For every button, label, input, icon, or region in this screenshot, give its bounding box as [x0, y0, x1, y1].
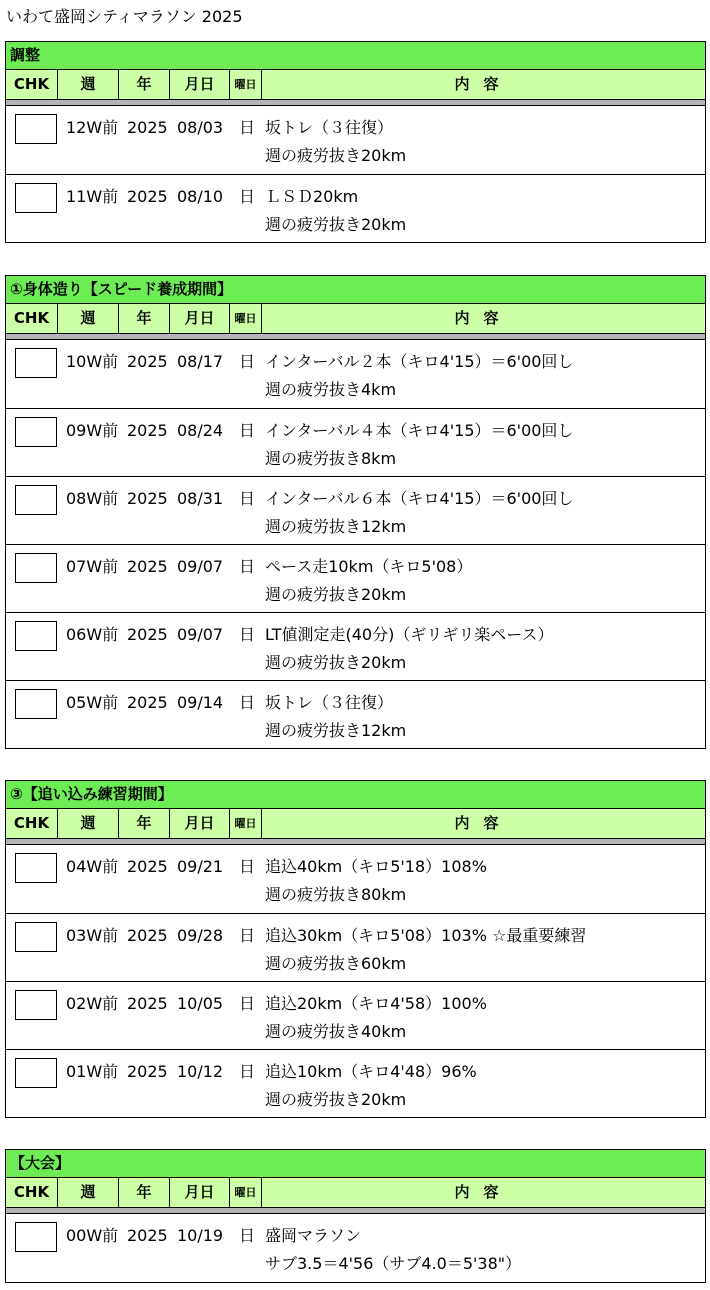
recovery-note: サブ3.5＝4'56（サブ4.0＝5'38"）	[265, 1254, 522, 1273]
col-dow-header: 曜日	[230, 1178, 262, 1207]
schedule-section	[5, 1149, 706, 1283]
schedule-row	[6, 1049, 705, 1117]
workout-description: ペース走10km（キロ5'08）	[265, 557, 473, 576]
recovery-note: 週の疲労抜き60km	[265, 954, 407, 973]
year-cell: 2025	[127, 857, 168, 876]
check-box[interactable]	[15, 922, 57, 952]
day-of-week-cell: 日	[239, 1062, 256, 1081]
check-box[interactable]	[15, 114, 57, 144]
year-cell: 2025	[127, 693, 168, 712]
year-cell: 2025	[127, 489, 168, 508]
check-box[interactable]	[15, 485, 57, 515]
workout-description: 坂トレ（３往復）	[265, 693, 394, 712]
check-box[interactable]	[15, 417, 57, 447]
col-content-header: 内容	[454, 309, 513, 327]
week-cell: 02W前	[66, 994, 119, 1013]
schedule-row	[6, 913, 705, 981]
col-year-header: 年	[119, 304, 170, 333]
year-cell: 2025	[127, 118, 168, 137]
week-cell: 01W前	[66, 1062, 119, 1081]
workout-description: 追込40km（キロ5'18）108%	[265, 857, 487, 876]
schedule-row	[6, 174, 705, 242]
workout-description: 追込30km（キロ5'08）103% ☆最重要練習	[265, 926, 587, 945]
day-of-week-cell: 日	[239, 557, 256, 576]
recovery-note: 週の疲労抜き20km	[265, 1090, 407, 1109]
workout-description: ＬＳＤ20km	[265, 187, 359, 206]
day-of-week-cell: 日	[239, 693, 256, 712]
check-box[interactable]	[15, 553, 57, 583]
day-of-week-cell: 日	[239, 857, 256, 876]
section-title: ③【追い込み練習期間】	[6, 781, 705, 809]
section-title: 調整	[6, 42, 705, 70]
year-cell: 2025	[127, 187, 168, 206]
col-year-header: 年	[119, 1178, 170, 1207]
col-chk-header: CHK	[6, 809, 58, 838]
recovery-note: 週の疲労抜き20km	[265, 585, 407, 604]
column-header-row	[6, 304, 705, 333]
recovery-note: 週の疲労抜き20km	[265, 653, 407, 672]
date-cell: 08/03	[177, 118, 224, 137]
week-cell: 04W前	[66, 857, 119, 876]
page-title: いわて盛岡シティマラソン 2025	[6, 7, 243, 26]
schedule-section	[5, 41, 706, 243]
week-cell: 12W前	[66, 118, 119, 137]
section-title: ①身体造り【スピード養成期間】	[6, 276, 705, 304]
column-header-row	[6, 1178, 705, 1207]
header-divider	[6, 1207, 705, 1214]
year-cell: 2025	[127, 926, 168, 945]
week-cell: 11W前	[66, 187, 119, 206]
check-box[interactable]	[15, 990, 57, 1020]
schedule-row	[6, 106, 705, 174]
schedule-row	[6, 408, 705, 476]
recovery-note: 週の疲労抜き20km	[265, 146, 407, 165]
date-cell: 09/28	[177, 926, 224, 945]
date-cell: 09/21	[177, 857, 224, 876]
date-cell: 09/14	[177, 693, 224, 712]
recovery-note: 週の疲労抜き20km	[265, 215, 407, 234]
date-cell: 08/10	[177, 187, 224, 206]
workout-description: LT値測定走(40分)（ギリギリ楽ペース）	[265, 625, 554, 644]
check-box[interactable]	[15, 1058, 57, 1088]
date-cell: 09/07	[177, 557, 224, 576]
col-dow-header: 曜日	[230, 70, 262, 99]
year-cell: 2025	[127, 994, 168, 1013]
check-box[interactable]	[15, 853, 57, 883]
week-cell: 10W前	[66, 352, 119, 371]
schedule-row	[6, 1214, 705, 1282]
date-cell: 08/31	[177, 489, 224, 508]
check-box[interactable]	[15, 689, 57, 719]
section-title: 【大会】	[6, 1150, 705, 1178]
date-cell: 10/19	[177, 1226, 224, 1245]
schedule-section	[5, 275, 706, 749]
week-cell: 05W前	[66, 693, 119, 712]
column-header-row	[6, 809, 705, 838]
col-week-header: 週	[58, 1178, 119, 1207]
col-chk-header: CHK	[6, 70, 58, 99]
year-cell: 2025	[127, 1062, 168, 1081]
check-box[interactable]	[15, 1222, 57, 1252]
recovery-note: 週の疲労抜き12km	[265, 721, 407, 740]
header-divider	[6, 99, 705, 106]
recovery-note: 週の疲労抜き8km	[265, 449, 397, 468]
col-date-header: 月日	[170, 809, 230, 838]
column-header-row	[6, 70, 705, 99]
col-year-header: 年	[119, 809, 170, 838]
date-cell: 10/05	[177, 994, 224, 1013]
day-of-week-cell: 日	[239, 994, 256, 1013]
col-content-header: 内容	[454, 814, 513, 832]
check-box[interactable]	[15, 183, 57, 213]
col-week-header: 週	[58, 70, 119, 99]
header-divider	[6, 333, 705, 340]
col-date-header: 月日	[170, 304, 230, 333]
col-chk-header: CHK	[6, 1178, 58, 1207]
schedule-row	[6, 845, 705, 913]
date-cell: 10/12	[177, 1062, 224, 1081]
schedule-row	[6, 680, 705, 748]
date-cell: 08/17	[177, 352, 224, 371]
recovery-note: 週の疲労抜き40km	[265, 1022, 407, 1041]
col-dow-header: 曜日	[230, 304, 262, 333]
day-of-week-cell: 日	[239, 118, 256, 137]
schedule-row	[6, 544, 705, 612]
year-cell: 2025	[127, 1226, 168, 1245]
workout-description: 坂トレ（３往復）	[265, 118, 394, 137]
recovery-note: 週の疲労抜き4km	[265, 380, 397, 399]
schedule-row	[6, 476, 705, 544]
day-of-week-cell: 日	[239, 352, 256, 371]
schedule-row	[6, 340, 705, 408]
schedule-section	[5, 780, 706, 1118]
col-week-header: 週	[58, 304, 119, 333]
day-of-week-cell: 日	[239, 187, 256, 206]
schedule-row	[6, 981, 705, 1049]
year-cell: 2025	[127, 421, 168, 440]
check-box[interactable]	[15, 348, 57, 378]
date-cell: 09/07	[177, 625, 224, 644]
day-of-week-cell: 日	[239, 489, 256, 508]
recovery-note: 週の疲労抜き80km	[265, 885, 407, 904]
week-cell: 07W前	[66, 557, 119, 576]
week-cell: 00W前	[66, 1226, 119, 1245]
col-year-header: 年	[119, 70, 170, 99]
workout-description: インターバル２本（キロ4'15）＝6'00回し	[265, 352, 574, 371]
workout-description: 追込10km（キロ4'48）96%	[265, 1062, 477, 1081]
workout-description: インターバル６本（キロ4'15）＝6'00回し	[265, 489, 574, 508]
week-cell: 06W前	[66, 625, 119, 644]
day-of-week-cell: 日	[239, 1226, 256, 1245]
col-content-header: 内容	[454, 75, 513, 93]
col-date-header: 月日	[170, 1178, 230, 1207]
workout-description: インターバル４本（キロ4'15）＝6'00回し	[265, 421, 574, 440]
col-date-header: 月日	[170, 70, 230, 99]
header-divider	[6, 838, 705, 845]
col-chk-header: CHK	[6, 304, 58, 333]
date-cell: 08/24	[177, 421, 224, 440]
day-of-week-cell: 日	[239, 926, 256, 945]
week-cell: 03W前	[66, 926, 119, 945]
year-cell: 2025	[127, 352, 168, 371]
year-cell: 2025	[127, 625, 168, 644]
schedule-row	[6, 612, 705, 680]
day-of-week-cell: 日	[239, 625, 256, 644]
workout-description: 追込20km（キロ4'58）100%	[265, 994, 487, 1013]
day-of-week-cell: 日	[239, 421, 256, 440]
week-cell: 09W前	[66, 421, 119, 440]
recovery-note: 週の疲労抜き12km	[265, 517, 407, 536]
year-cell: 2025	[127, 557, 168, 576]
col-week-header: 週	[58, 809, 119, 838]
col-dow-header: 曜日	[230, 809, 262, 838]
week-cell: 08W前	[66, 489, 119, 508]
col-content-header: 内容	[454, 1183, 513, 1201]
check-box[interactable]	[15, 621, 57, 651]
workout-description: 盛岡マラソン	[265, 1226, 362, 1245]
